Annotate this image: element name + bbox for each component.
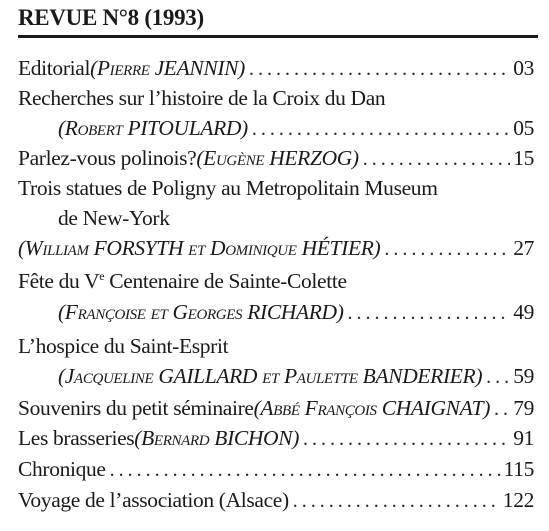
entry-title: Voyage de l’association (Alsace) [18,488,289,512]
leader-dots [384,238,510,261]
entry-title: Les brasseries [18,426,135,450]
entry-page: 49 [513,300,534,324]
toc-entry [18,146,534,176]
toc-entry-continuation [58,300,534,330]
entry-page: 27 [513,236,534,260]
entry-page: 05 [513,116,534,140]
leader-dots [293,490,500,513]
toc-entry [18,426,534,456]
toc-entry [18,269,534,299]
entry-author: (Eugène HERZOG) [196,146,359,170]
entry-title: Trois statues de Poligny au Metropolitain Museum [18,176,438,200]
entry-title: Recherches sur l’histoire de la Croix du Dan [18,86,386,110]
toc-entry [18,457,534,487]
entry-page: 79 [513,396,534,420]
entry-title: Fête du Ve Centenaire de Sainte-Colette [18,268,347,293]
entry-author: (Françoise et Georges RICHARD) [58,300,344,324]
journal-header [18,2,538,34]
entry-page: 59 [513,364,534,388]
toc-entry-continuation [58,364,534,394]
entry-author: (Jacqueline GAILLARD et Paulette BANDERIER) [58,364,483,388]
toc-entry [18,86,534,116]
entry-page: 03 [513,56,534,80]
toc-entry-continuation [18,236,534,266]
entry-author: (Robert PITOULARD) [58,116,248,140]
entry-title: Editorial [18,56,91,80]
entry-title: Parlez-vous polinois? [18,146,197,170]
leader-dots [363,148,510,171]
leader-dots [494,398,510,421]
header-rule [18,35,538,38]
entry-title: Souvenirs du petit séminaire [18,396,254,420]
toc-entry [18,176,534,206]
toc-entry [18,334,534,364]
leader-dots [252,118,510,141]
toc-entry [18,56,534,86]
leader-dots [110,459,501,482]
entry-title: Chronique [18,457,106,481]
entry-page: 115 [503,457,534,481]
entry-page: 15 [513,146,534,170]
toc-entry [18,488,534,518]
entry-author: (Bernard BICHON) [134,426,300,450]
leader-dots [348,302,511,325]
entry-page: 91 [513,426,534,450]
entry-author: (Pierre JEANNIN) [90,56,245,80]
entry-author: (William FORSYTH et Dominique HÉTIER) [18,236,381,260]
entry-page: 122 [502,488,534,512]
leader-dots [249,58,510,81]
entry-title: de New-York [58,206,170,230]
leader-dots [486,366,510,389]
entry-title: L’hospice du Saint-Esprit [18,334,229,358]
toc-entry [18,396,534,426]
toc-entry-continuation [58,206,534,236]
entry-author: (Abbé François CHAIGNAT) [253,396,491,420]
journal-title: REVUE N°8 (1993) [18,5,204,30]
leader-dots [303,428,510,451]
toc-entry-continuation [58,116,534,146]
